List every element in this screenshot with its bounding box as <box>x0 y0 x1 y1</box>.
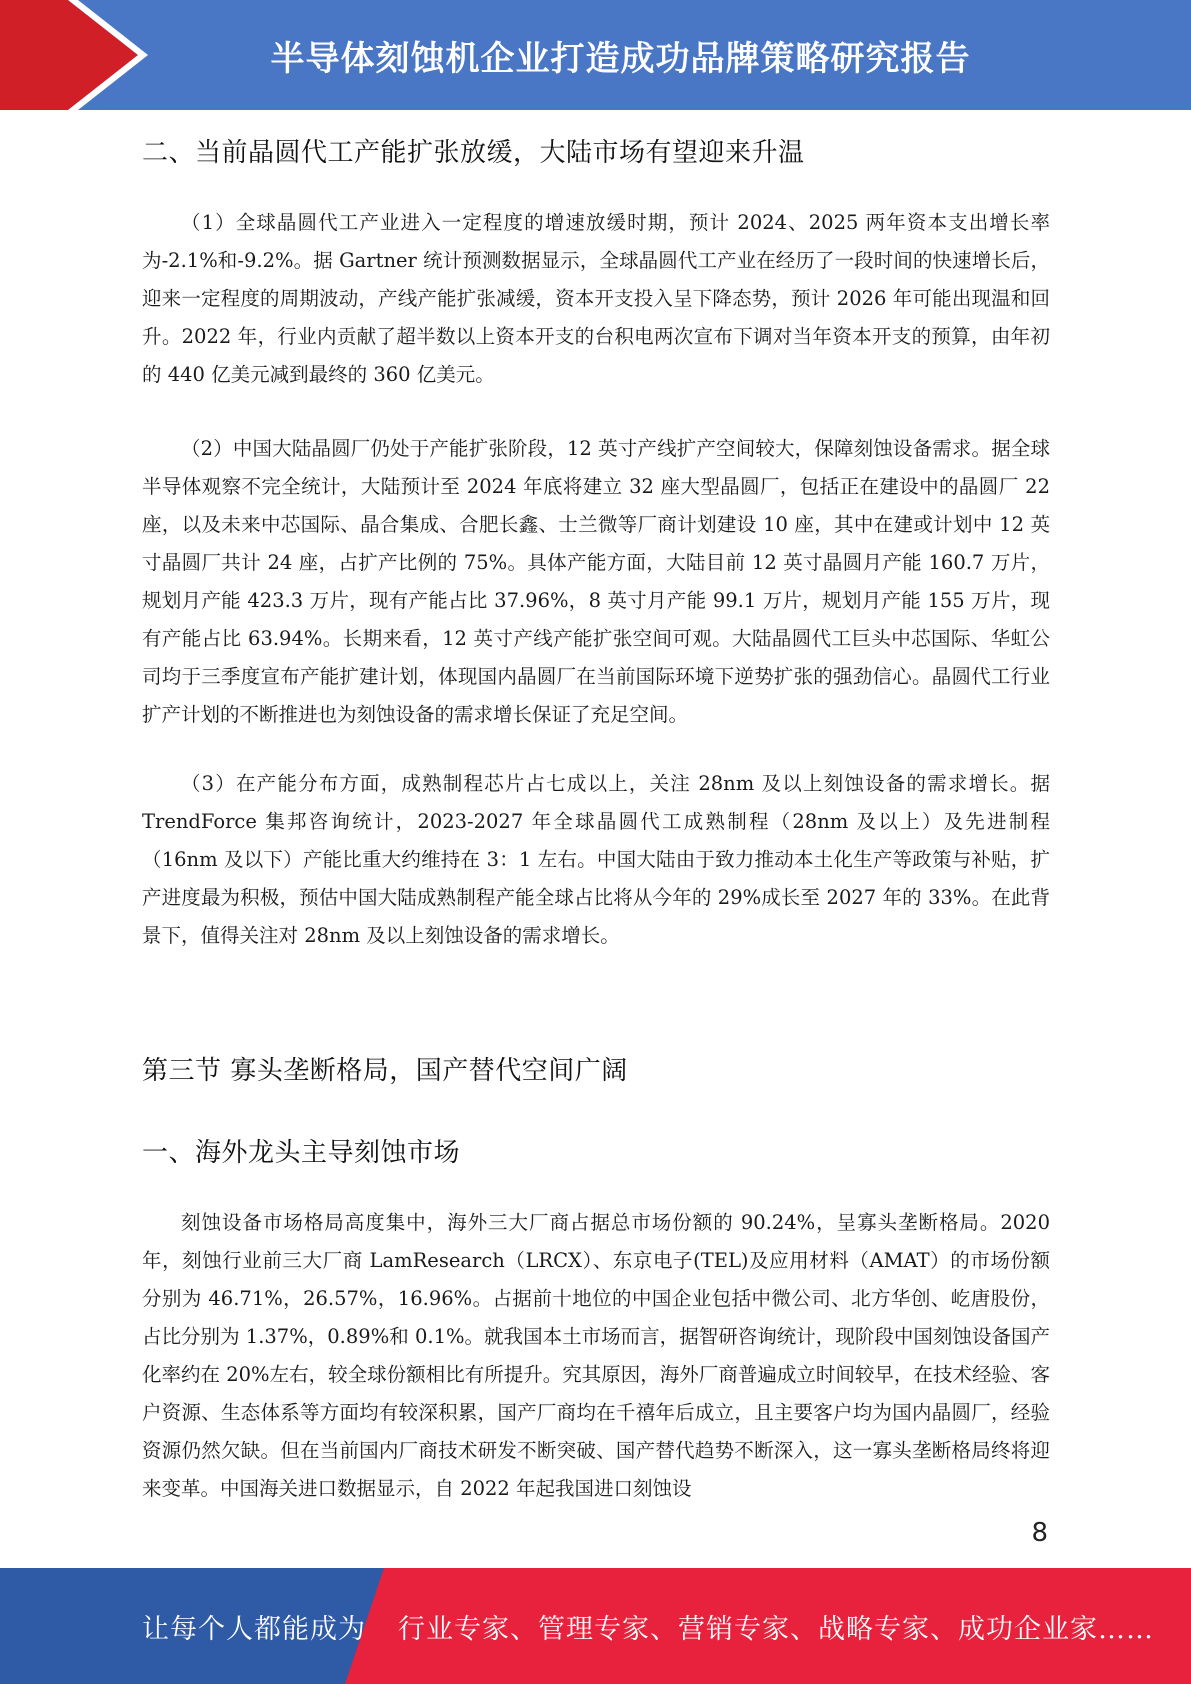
paragraph-mature-process: （3）在产能分布方面，成熟制程芯片占七成以上，关注 28nm 及以上刻蚀设备的需求增长。据 TrendForce 集邦咨询统计，2023-2027 年全球晶圆代工成熟制程（28nm 及以上）及先进制程（16nm 及以下）产能比重大约维持在 3：1 左右。中国大陆由于致力推动本土化生产等政策与补贴，扩产进度最为积极，预估中国大陆成熟制程产能全球占比将从今年的 29%成长至 2027 年的 33%。在此背景下，值得关注对 28nm 及以上刻蚀设备的需求增长。 <box>142 772 1050 947</box>
footer-slogan-left: 让每个人都能成为 <box>142 1613 366 1645</box>
header-chevron-decoration <box>0 0 160 110</box>
page-footer <box>0 1568 1191 1684</box>
paragraph-mainland-fabs: （2）中国大陆晶圆厂仍处于产能扩张阶段，12 英寸产线扩产空间较大，保障刻蚀设备需求。据全球半导体观察不完全统计，大陆预计至 2024 年底将建立 32 座大型晶圆厂，包括正在建设中的晶圆厂 22 座，以及未来中芯国际、晶合集成、合肥长鑫、士兰微等厂商计划建设 10 座，其中在建或计划中 12 英寸晶圆厂共计 24 座，占扩产比例的 75%。具体产能方面，大陆目前 12 英寸晶圆月产能 160.7 万片，规划月产能 423.3 万片，现有产能占比 37.96%，8 英寸月产能 99.1 万片，规划月产能 155 万片，现有产能占比 63.94%。长期来看，12 英寸产线产能扩张空间可观。大陆晶圆代工巨头中芯国际、华虹公司均于三季度宣布产能扩建计划，体现国内晶圆厂在当前国际环境下逆势扩张的强劲信心。晶圆代工行业扩产计划的不断推进也为刻蚀设备的需求增长保证了充足空间。 <box>142 437 1050 726</box>
page-number: 8 <box>1031 1518 1048 1548</box>
paragraph-global-foundry: （1）全球晶圆代工产业进入一定程度的增速放缓时期，预计 2024、2025 两年资本支出增长率为-2.1%和-9.2%。据 Gartner 统计预测数据显示，全球晶圆代工产业在经历了一段时间的快速增长后，迎来一定程度的周期波动，产线产能扩张减缓，资本开支投入呈下降态势，预计 2026 年可能出现温和回升。2022 年，行业内贡献了超半数以上资本开支的台积电两次宣布下调对当年资本开支的预算，由年初的 440 亿美元减到最终的 360 亿美元。 <box>142 211 1050 386</box>
footer-slogan-right: 行业专家、管理专家、营销专家、战略专家、成功企业家…… <box>398 1613 1154 1645</box>
report-title: 半导体刻蚀机企业打造成功品牌策略研究报告 <box>270 38 971 79</box>
section-heading-overseas-leaders: 一、海外龙头主导刻蚀市场 <box>142 1138 461 1168</box>
page-header <box>0 0 1191 110</box>
chapter-heading-section-three: 第三节 寡头垄断格局，国产替代空间广阔 <box>142 1056 628 1086</box>
section-heading-capacity: 二、当前晶圆代工产能扩张放缓，大陆市场有望迎来升温 <box>142 138 805 168</box>
paragraph-market-structure: 刻蚀设备市场格局高度集中，海外三大厂商占据总市场份额的 90.24%，呈寡头垄断格局。2020 年，刻蚀行业前三大厂商 LamResearch（LRCX）、东京电子(TEL)及应用材料（AMAT）的市场份额分别为 46.71%，26.57%，16.96%。占据前十地位的中国企业包括中微公司、北方华创、屹唐股份，占比分别为 1.37%，0.89%和 0.1%。就我国本土市场而言，据智研咨询统计，现阶段中国刻蚀设备国产化率约在 20%左右，较全球份额相比有所提升。究其原因，海外厂商普遍成立时间较早，在技术经验、客户资源、生态体系等方面均有较深积累，国产厂商均在千禧年后成立，且主要客户均为国内晶圆厂，经验资源仍然欠缺。但在当前国内厂商技术研发不断突破、国产替代趋势不断深入，这一寡头垄断格局终将迎来变革。中国海关进口数据显示，自 2022 年起我国进口刻蚀设 <box>142 1211 1050 1500</box>
